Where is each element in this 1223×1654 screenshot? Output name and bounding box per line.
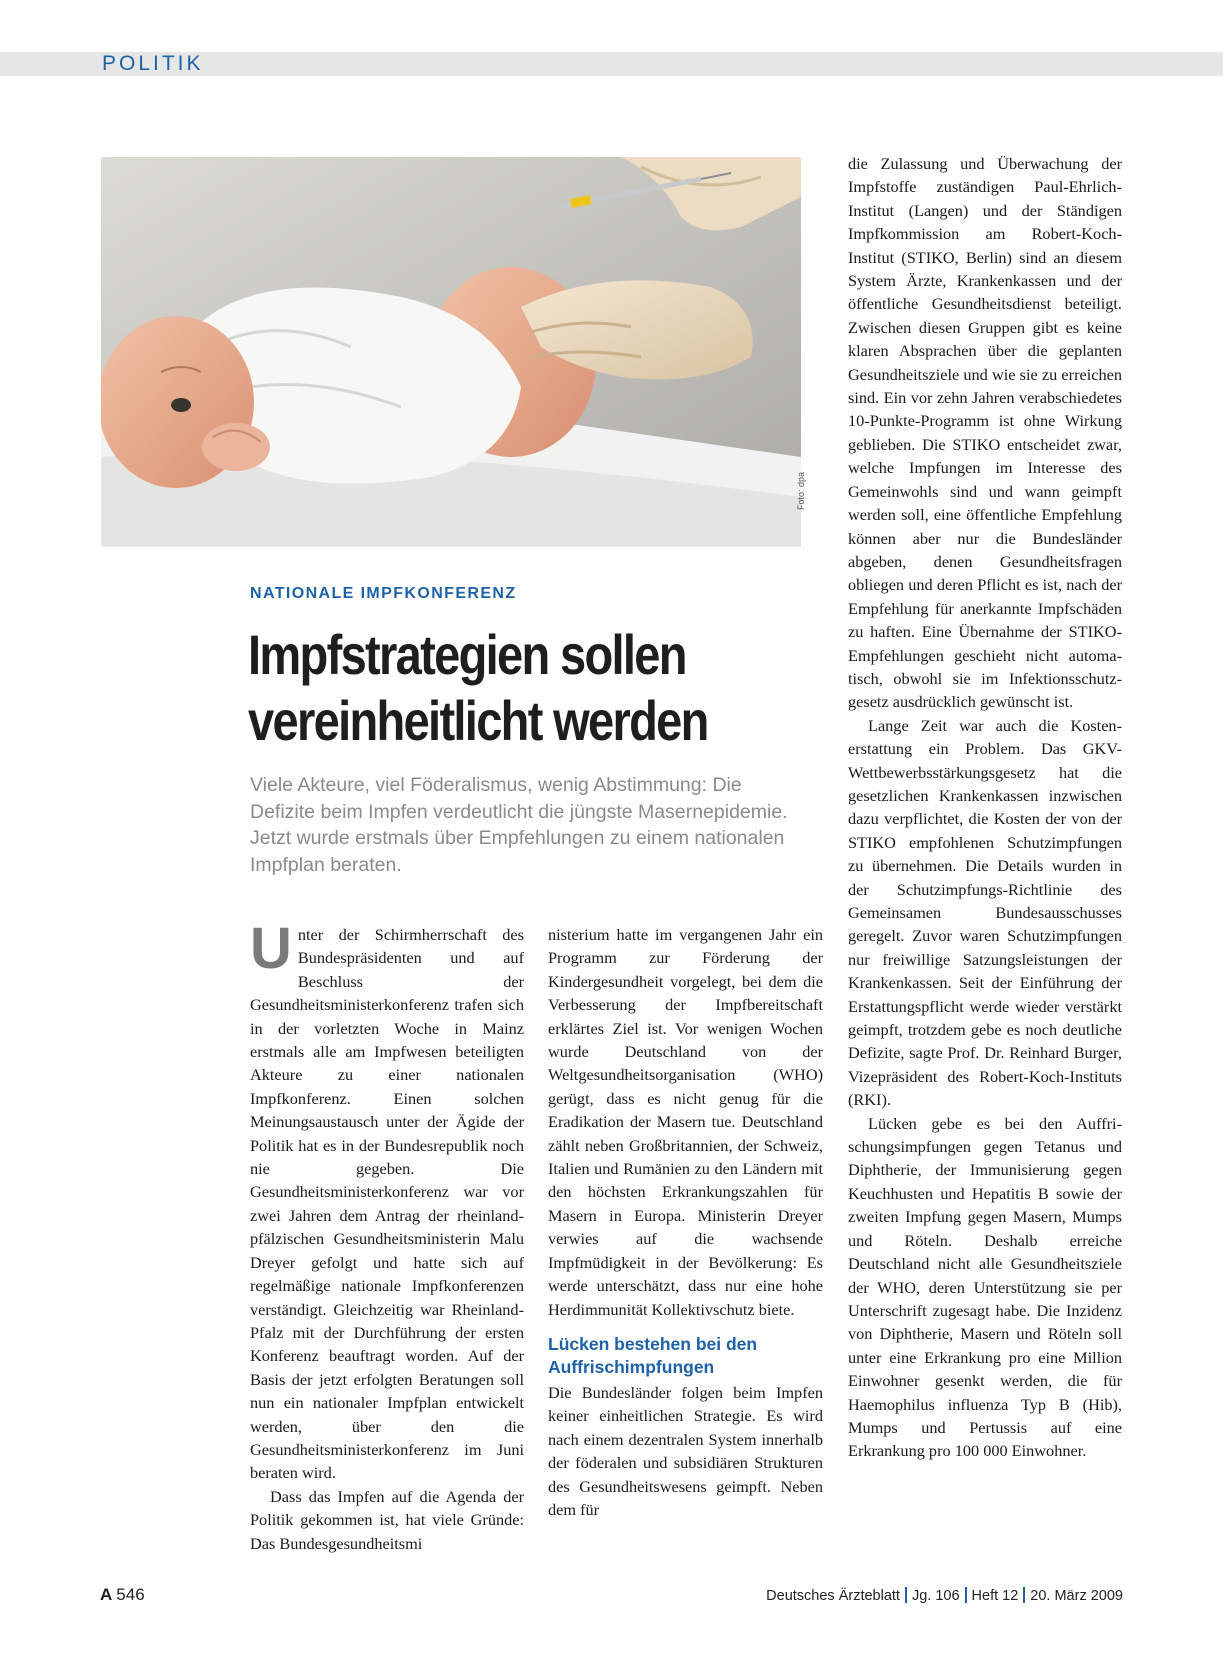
article-column-2	[548, 923, 823, 1521]
paragraph: Lücken gebe es bei den Auffrischungsimpfungen gegen Tetanus und Diphtherie, der Immunisierung gegen Keuchhusten und Hepatitis B sowie der zweiten Impfung gegen Masern, Mumps und Röteln. Deshalb erreiche Deutschland nicht alle Gesundheitsziele der WHO, deren Unterstützung sie per Unterschrift zugesagt habe. Die Inzidenz von Diphtherie, Masern und Röteln soll unter eine Erkrankung pro eine Million Einwohner gesenkt werden, die für Haemophilus influenza Typ B (Hib), Mumps und Pertussis auf eine Erkrankung pro 100 000 Einwohner.	[848, 1113, 1122, 1461]
baby-vaccination-photo	[101, 157, 801, 547]
paragraph: nter der Schirmherrschaft des Bundespräsidenten und auf Beschluss der Gesundheitsministerkonferenz trafen sich in der vorletzten Woche in Mainz erstmals alle am Impfwesen beteiligten Akteure zu einer nationalen Impfkonferenz. Einen solchen Meinungsaustausch unter der Ägide der Politik hat es in der Bundesrepublik noch nie gegeben. Die Gesundheitsministerkonferenz war vor zwei Jahren dem Antrag der rheinland-pfälzischen Gesundheitsministerin Malu Dreyer gefolgt und hatte sich auf regelmäßige nationale Impfkonferenzen verständigt. Gleichzeitig war Rheinland-Pfalz mit der Durchführung der ersten Konferenz beauftragt worden. Auf der Basis der jetzt erfolgten Beratungen soll nun ein nationaler Impfplan entwickelt werden, über den die Gesundheitsministerkonferenz im Juni beraten wird.	[250, 925, 524, 1483]
article-dek: Viele Akteure, viel Föderalismus, wenig Abstimmung: Die Defizite beim Impfen verdeutlicht die jüngste Masernepidemie. Jetzt wurde erstmals über Empfehlungen zu einem nationalen Impfplan beraten.	[250, 774, 788, 876]
journal-issue: Heft 12	[971, 1588, 1019, 1604]
separator	[965, 1587, 967, 1603]
journal-volume: Jg. 106	[911, 1588, 960, 1604]
page-number-value: 546	[116, 1585, 145, 1604]
page-prefix: A	[100, 1585, 113, 1604]
article-kicker: NATIONALE IMPFKONFERENZ	[250, 585, 517, 602]
journal-name: Deutsches Ärzteblatt	[766, 1588, 900, 1604]
drop-cap: U	[250, 916, 292, 981]
headline-line-2: vereinheitlicht werden	[248, 689, 708, 752]
article-headline	[248, 622, 718, 754]
journal-info	[766, 1587, 1123, 1604]
separator	[905, 1587, 907, 1603]
separator	[1023, 1587, 1025, 1603]
article-column-3	[848, 152, 1122, 1463]
paragraph: Dass das Impfen auf die Agenda der Politik gekommen ist, hat viele Gründe: Das Bundesgesundheitsmi	[250, 1486, 524, 1553]
paragraph: die Zulassung und Überwachung der Impfstoffe zuständigen Paul-Ehrlich-Institut (Langen) und der Ständigen Impfkommission am Robert-Koch-Institut (STIKO, Berlin) sind an diesem System Ärzte, Krankenkassen und der öffentliche Gesundheitsdienst beteiligt. Zwischen diesen Gruppen gibt es keine klaren Absprachen über die geplanten Gesundheitsziele und wie sie zu erreichen sind. Ein vor zehn Jahren verabschiedetes 10-Punkte-Programm ist ohne Wirkung geblieben. Die STIKO entscheidet zwar, welche Impfungen im Interesse des Gemeinwohls sind und wann geimpft werden soll, eine öffentliche Empfehlung können aber nur die Bundesländer abgeben, denen Gesundheitsfragen obliegen und deren Pflicht es ist, nach der Empfehlung für anerkannte Impfschäden zu haften. Eine Übernahme der STIKO-Empfehlungen geschieht nicht automatisch, obwohl sie im Infektionsschutzgesetz ausdrücklich gewünscht ist.	[848, 154, 1122, 712]
photo-credit: Foto: dpa	[796, 471, 806, 510]
paragraph: nisterium hatte im vergangenen Jahr ein Programm zur Förderung der Kindergesundheit vorgelegt, bei dem die Verbesserung der Impfbereitschaft erklärtes Ziel ist. Vor wenigen Wochen wurde Deutschland von der Weltgesundheitsorganisation (WHO) gerügt, dass es nicht genug für die Eradikation der Masern tue. Deutschland zählt neben Großbritannien, der Schweiz, Italien und Rumänien zu den Ländern mit den höchsten Erkrankungszahlen für Masern in Europa. Ministerin Dreyer verwies auf die wachsende Impfmüdigkeit in der Bevölkerung: Es werde unterschätzt, dass nur eine hohe Herdimmunität Kollektivschutz biete.	[548, 925, 823, 1319]
section-label: POLITIK	[102, 52, 204, 75]
article-subhead: Lücken bestehen bei den Auffrischimpfungen	[548, 1333, 758, 1377]
journal-date: 20. März 2009	[1030, 1588, 1123, 1604]
article-column-1	[250, 916, 524, 1555]
page-number	[100, 1585, 145, 1605]
headline-line-1: Impfstrategien sollen	[248, 623, 686, 686]
paragraph: Lange Zeit war auch die Kostenerstattung ein Problem. Das GKV-Wettbewerbsstärkungsgesetz hat die gesetzlichen Krankenkassen inzwischen dazu verpflichtet, die Kosten der von der STIKO empfohlenen Schutzimpfungen zu übernehmen. Die Details wurden in der Schutzimpfungs-Richtlinie des Gemeinsamen Bundesausschusses geregelt. Zuvor waren Schutzimpfungen nur freiwillige Satzungsleistungen der Krankenkassen. Seit der Einführung der Erstattungspflicht werde wieder verstärkt geimpft, trotzdem gebe es noch deutliche Defizite, sagte Prof. Dr. Reinhard Burger, Vizepräsident des Robert-Koch-Instituts (RKI).	[848, 715, 1122, 1110]
paragraph: Die Bundesländer folgen beim Impfen keiner einheitlichen Strategie. Es wird nach einem dezentralen System innerhalb der föderalen und subsidiären Strukturen des Gesundheitswesens geimpft. Neben dem für	[548, 1382, 823, 1519]
